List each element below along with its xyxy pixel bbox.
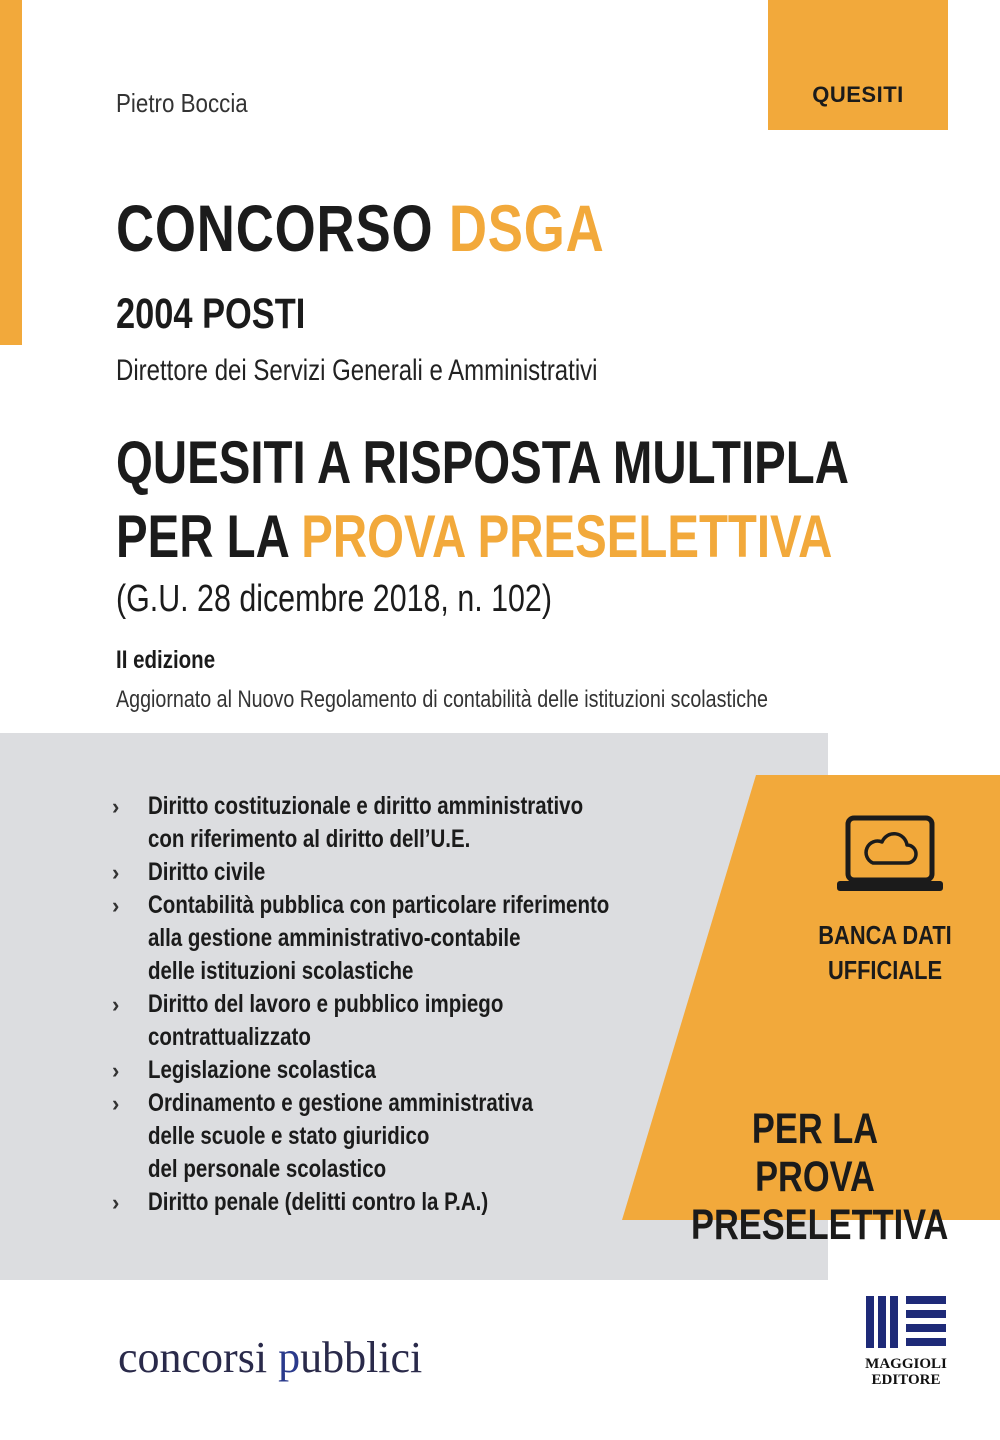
chevron-right-icon: › (112, 860, 120, 885)
series-name (118, 1332, 422, 1383)
author: Pietro Boccia (116, 88, 248, 118)
main-title-black: CONCORSO (116, 191, 434, 265)
series-tab (768, 0, 948, 130)
posti-count: 2004 POSTI (116, 290, 306, 338)
topic-text: Diritto civile (148, 858, 266, 886)
main-title-orange: DSGA (448, 191, 605, 265)
chevron-right-icon: › (112, 1058, 120, 1083)
quesiti-heading-black: PER LA (116, 503, 289, 570)
topic-item (112, 889, 768, 988)
topic-text: Diritto penale (delitti contro la P.A.) (148, 1188, 489, 1216)
chevron-right-icon: › (112, 1091, 120, 1116)
topic-text: Diritto costituzionale e diritto amministrativo con riferimento al diritto dell’U.E. (148, 792, 584, 853)
quesiti-heading-line1: QUESITI A RISPOSTA MULTIPLA (116, 429, 849, 496)
chevron-right-icon: › (112, 893, 120, 918)
prova-line2: PRESELETTIVA (691, 1201, 949, 1249)
series-tab-label: QUESITI (812, 82, 904, 107)
topic-text: Legislazione scolastica (148, 1056, 376, 1084)
topic-text: Ordinamento e gestione amministrativa delle scuole e stato giuridico del personale scolastico (148, 1089, 534, 1183)
topic-text: Contabilità pubblica con particolare riferimento alla gestione amministrativo-contabile delle istituzioni scolastiche (148, 891, 610, 985)
chevron-right-icon: › (112, 794, 120, 819)
subtitle: Direttore dei Servizi Generali e Amministrativi (116, 354, 598, 387)
publisher-line2: EDITORE (871, 1372, 941, 1388)
maggioli-logo-icon (862, 1290, 950, 1352)
topic-item (112, 856, 768, 889)
series-name-part1: concorsi (118, 1333, 279, 1382)
prova-label (691, 1105, 949, 1249)
banca-dati-line2: UFFICIALE (827, 955, 943, 985)
publisher-line1: MAGGIOLI (865, 1356, 947, 1372)
update-note: Aggiornato al Nuovo Regolamento di contabilità delle istituzioni scolastiche (116, 686, 769, 713)
banca-dati-line1: BANCA DATI (818, 920, 952, 950)
left-accent-strip (0, 0, 22, 345)
quesiti-heading-line2 (116, 502, 832, 571)
quesiti-heading-orange: PROVA PRESELETTIVA (301, 503, 833, 570)
chevron-right-icon: › (112, 992, 120, 1017)
topic-item (112, 988, 768, 1054)
topic-text: Diritto del lavoro e pubblico impiego contrattualizzato (148, 990, 504, 1051)
banca-dati-label (780, 918, 990, 988)
series-name-part2: ubblici (300, 1333, 423, 1382)
prova-line1: PER LA PROVA (751, 1105, 879, 1201)
laptop-cloud-icon (835, 815, 945, 895)
chevron-right-icon: › (112, 1190, 120, 1215)
edition-label: II edizione (116, 646, 216, 674)
publisher-name (858, 1356, 954, 1388)
topic-item (112, 790, 768, 856)
main-title (116, 190, 605, 266)
series-name-p: p (278, 1333, 301, 1382)
gazzetta-reference: (G.U. 28 dicembre 2018, n. 102) (116, 578, 552, 620)
